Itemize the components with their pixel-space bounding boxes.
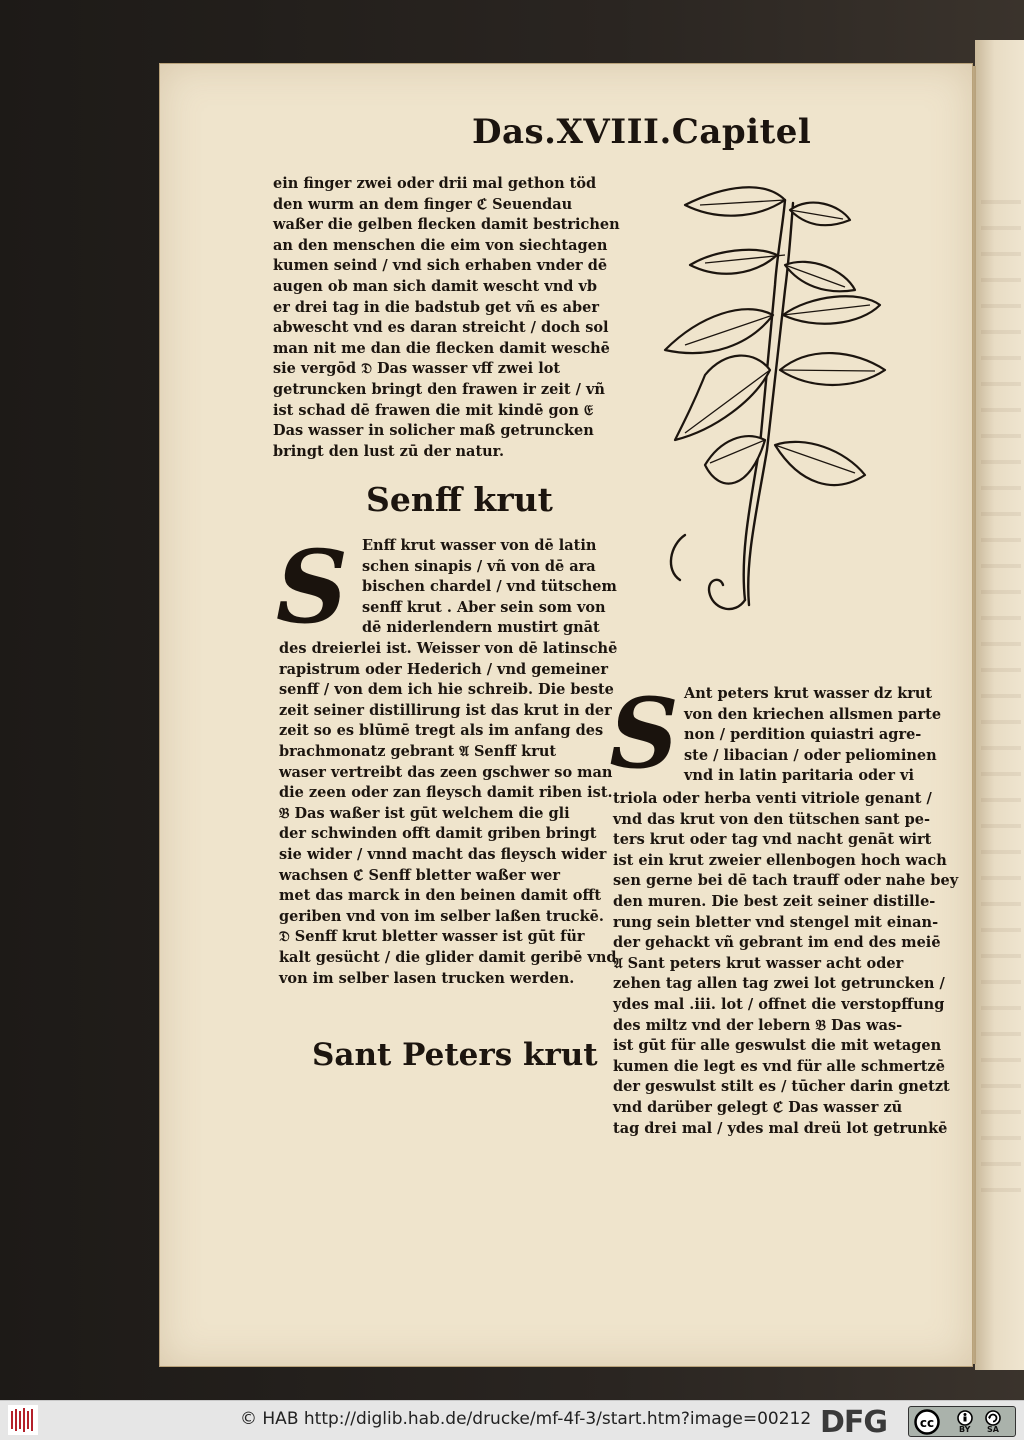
- text-line: von den kriechen allsmen parte: [684, 705, 942, 723]
- text-line: zehen tag allen tag zwei lot getruncken /: [613, 975, 945, 993]
- plant-woodcut-illustration: [645, 175, 905, 615]
- text-line: von im selber lasen trucken werden.: [279, 969, 575, 987]
- attribution-icon: [955, 1410, 975, 1426]
- text-line: tag drei mal / ydes mal dreü lot getrunkē: [613, 1119, 948, 1137]
- text-line: getruncken bringt den frawen ir zeit / vñ: [273, 380, 605, 398]
- text-line: der schwinden offt damit griben bringt: [279, 825, 597, 843]
- text-line: bischen chardel / vnd tütschem: [362, 578, 617, 596]
- text-line: man nit me dan die flecken damit weschē: [273, 339, 610, 357]
- text-line: ters krut oder tag vnd nacht genāt wirt: [613, 831, 932, 849]
- text-line: vnd in latin paritaria oder vi: [684, 767, 914, 785]
- text-line: der geswulst stilt es / tūcher darin gnetzt: [613, 1078, 950, 1096]
- text-line: dē niderlendern mustirt gnāt: [362, 619, 600, 637]
- text-line: zeit seiner distillirung ist das krut in der: [279, 701, 612, 719]
- text-line: sie wider / vnnd macht das fleysch wider: [279, 845, 607, 863]
- plant-leaf: [790, 203, 850, 226]
- text-line: an den menschen die eim von siechtagen: [273, 236, 608, 254]
- text-line: geriben vnd von im selber laßen truckē.: [279, 907, 604, 925]
- text-line: wachsen ℭ Senff bletter waßer wer: [279, 866, 560, 884]
- text-line: non / perdition quiastri agre-: [684, 726, 922, 744]
- text-line: er drei tag in die badstub get vñ es aber: [273, 298, 599, 316]
- svg-text:cc: cc: [919, 1416, 935, 1430]
- text-line: 𝔄 Sant peters krut wasser acht oder: [613, 954, 904, 972]
- text-line: des dreierlei ist. Weisser von dē latinschē: [279, 640, 618, 657]
- text-line: des miltz vnd der lebern 𝔅 Das was-: [613, 1016, 903, 1034]
- text-line: abwescht vnd es daran streicht / doch sol: [273, 319, 609, 337]
- text-line: senff / von dem ich hie schreib. Die beste: [279, 681, 614, 699]
- senff-heading: Senff krut: [366, 480, 553, 519]
- text-line: waßer die gelben flecken damit bestrichen: [273, 216, 620, 234]
- chapter-heading: Das.XVIII.Capitel: [472, 112, 812, 152]
- sant-peters-drop-initial: S: [609, 677, 679, 790]
- sant-peters-paragraph-indented: [684, 684, 941, 787]
- text-line: met das marck in den beinen damit offt: [279, 887, 602, 905]
- text-line: ist ein krut zweier ellenbogen hoch wach: [613, 851, 947, 869]
- plant-leaf: [775, 442, 865, 485]
- adjacent-page-edge: [975, 40, 1024, 1370]
- plant-leaf: [780, 353, 885, 385]
- cc-icon: [913, 1409, 941, 1435]
- text-line: Ant peters krut wasser dz krut: [684, 685, 933, 702]
- text-line: triola oder herba venti vitriole genant /: [613, 790, 932, 807]
- copyright-url[interactable]: © HAB http://diglib.hab.de/drucke/mf-4f-3/start.htm?image=00212: [240, 1409, 812, 1429]
- text-line: rapistrum oder Hederich / vnd gemeiner: [279, 660, 609, 678]
- top-paragraph: [273, 174, 620, 462]
- text-line: vnd das krut von den tütschen sant pe-: [613, 810, 931, 828]
- text-line: ist gūt für alle geswulst die mit wetagen: [613, 1037, 942, 1055]
- plant-root: [709, 580, 745, 609]
- text-line: schen sinapis / vñ von dē ara: [362, 557, 596, 575]
- plant-leaf: [690, 250, 777, 274]
- text-line: waser vertreibt das zeen gschwer so man: [279, 763, 613, 781]
- viewer-footer: [0, 1400, 1024, 1440]
- text-line: bringt den lust zū der natur.: [273, 442, 505, 460]
- text-line: ste / libacian / oder peliominen: [684, 746, 937, 764]
- license-by-label: BY: [959, 1425, 971, 1434]
- sant-peters-paragraph: [613, 789, 958, 1139]
- hab-logo-icon: [8, 1405, 38, 1435]
- text-line: brachmonatz gebrant 𝔄 Senff krut: [279, 742, 557, 760]
- text-line: kumen die legt es vnd für alle schmertzē: [613, 1057, 945, 1075]
- cc-by-sa-icon[interactable]: [908, 1406, 1016, 1437]
- text-line: ist schad dē frawen die mit kindē gon 𝔈: [273, 401, 593, 419]
- text-line: den wurm an dem finger ℭ Seuendau: [273, 195, 573, 213]
- text-line: sie vergōd 𝔇 Das wasser vff zwei lot: [273, 360, 561, 378]
- plant-root-hook: [671, 535, 685, 580]
- text-line: kumen seind / vnd sich erhaben vnder dē: [273, 257, 608, 275]
- text-line: sen gerne bei dē tach trauff oder nahe bey: [613, 872, 959, 890]
- text-line: zeit so es blūmē tregt als im anfang des: [279, 722, 604, 740]
- dfg-logo: DFG: [820, 1405, 888, 1440]
- bleed-through-text: [981, 200, 1021, 1200]
- text-line: kalt gesücht / die glider damit geribē vnd: [279, 948, 617, 966]
- license-sa-label: SA: [987, 1425, 999, 1434]
- text-line: den muren. Die best zeit seiner distille-: [613, 892, 936, 910]
- text-line: rung sein bletter vnd stengel mit einan-: [613, 913, 939, 931]
- text-line: 𝔅 Das waßer ist gūt welchem die gli: [279, 804, 570, 822]
- plant-leaf: [675, 356, 770, 440]
- text-line: Enff krut wasser von dē latin: [362, 537, 597, 554]
- text-line: vnd darüber gelegt ℭ Das wasser zū: [613, 1098, 903, 1116]
- text-line: ydes mal .iii. lot / offnet die verstopffung: [613, 995, 945, 1013]
- plant-leaf: [665, 309, 773, 353]
- sant-peters-heading: Sant Peters krut: [312, 1037, 598, 1073]
- senff-paragraph: [279, 639, 617, 989]
- senff-paragraph-indented: [362, 536, 617, 639]
- share-alike-icon: [983, 1410, 1003, 1426]
- senff-drop-initial: S: [275, 528, 349, 646]
- text-line: der gehackt vñ gebrant im end des meiē: [613, 934, 941, 952]
- text-line: senff krut . Aber sein som von: [362, 598, 606, 616]
- text-line: die zeen oder zan fleysch damit riben ist.: [279, 784, 613, 802]
- text-line: augen ob man sich damit wescht vnd vb: [273, 277, 598, 295]
- text-line: ein finger zwei oder drii mal gethon töd: [273, 175, 597, 192]
- text-line: 𝔇 Senff krut bletter wasser ist gūt für: [279, 928, 585, 946]
- text-line: Das wasser in solicher maß getruncken: [273, 422, 594, 440]
